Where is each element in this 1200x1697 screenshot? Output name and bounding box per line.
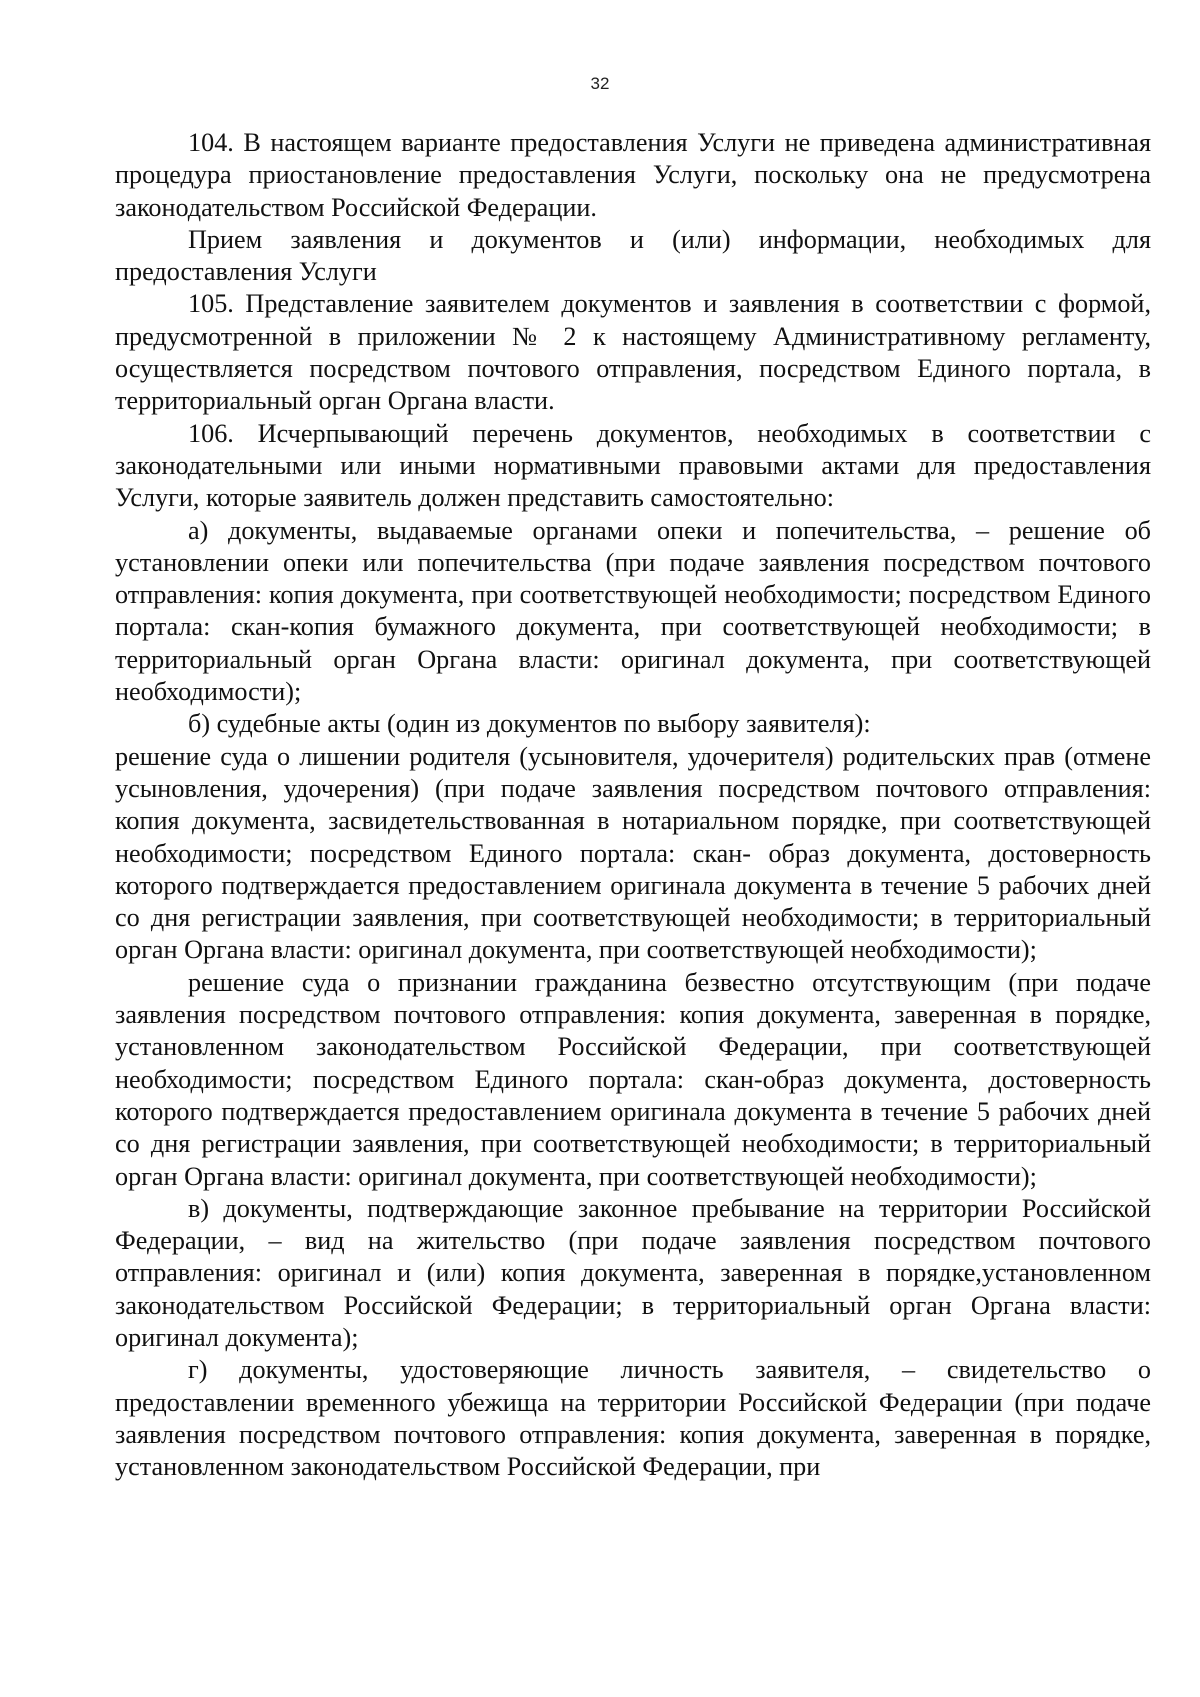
paragraph-105: 105. Представление заявителем документов и заявления в соответствии с формой, предусмотренной в приложении № 2 к настоящему Административному регламенту, осуществляется посредством почтового отправления, посредством Единого портала, в территориальный орган Органа власти. bbox=[115, 289, 1151, 416]
list-item-a: а) документы, выдаваемые органами опеки и попечительства, – решение об установлении опеки или попечительства (при подаче заявления посредством почтового отправления: копия документа, при соответствующей необходимости; посредством Единого портала: скан-копия бумажного документа, при соответствующей необходимости; в территориальный орган Органа власти: оригинал документа, при соответствующей необходимости); bbox=[115, 515, 1151, 707]
list-item-g: г) документы, удостоверяющие личность заявителя, – свидетельство о предоставлении временного убежища на территории Российской Федерации (при подаче заявления посредством почтового отправления: копия документа, заверенная в порядке, установленном законодательством Российской Федерации, при bbox=[115, 1355, 1151, 1482]
paragraph-106: 106. Исчерпывающий перечень документов, необходимых в соответствии с законодательными или иными нормативными правовыми актами для предоставления Услуги, которые заявитель должен представить самостоятельно: bbox=[115, 418, 1151, 513]
section-heading-intake: Прием заявления и документов и (или) информации, необходимых для предоставления Услуги bbox=[115, 224, 1151, 287]
document-body bbox=[115, 127, 1151, 1483]
court-decision-missing: решение суда о признании гражданина безвестно отсутствующим (при подаче заявления посредством почтового отправления: копия документа, заверенная в порядке, установленном законодательством Российской Федерации, при соответствующей необходимости; посредством Единого портала: скан-образ документа, достоверность которого подтверждается предоставлением оригинала документа в течение 5 рабочих дней со дня регистрации заявления, при соответствующей необходимости; в территориальный орган Органа власти: оригинал документа, при соответствующей необходимости); bbox=[115, 967, 1151, 1191]
list-item-v: в) документы, подтверждающие законное пребывание на территории Российской Федерации, – вид на жительство (при подаче заявления посредством почтового отправления: оригинал и (или) копия документа, заверенная в порядке,установленном законодательством Российской Федерации; в территориальный орган Органа власти: оригинал документа); bbox=[115, 1193, 1151, 1352]
court-decision-deprivation: решение суда о лишении родителя (усыновителя, удочерителя) родительских прав (отмене усыновления, удочерения) (при подаче заявления посредством почтового отправления: копия документа, засвидетельствованная в нотариальном порядке, при соответствующей необходимости; посредством Единого портала: скан- образ документа, достоверность которого подтверждается предоставлением оригинала документа в течение 5 рабочих дней со дня регистрации заявления, при соответствующей необходимости; в территориальный орган Органа власти: оригинал документа, при соответствующей необходимости); bbox=[115, 741, 1151, 965]
list-item-b: б) судебные акты (один из документов по выбору заявителя): bbox=[188, 709, 871, 739]
paragraph-104: 104. В настоящем варианте предоставления Услуги не приведена административная процедура приостановление предоставления Услуги, поскольку она не предусмотрена законодательством Российской Федерации. bbox=[115, 128, 1151, 222]
page-number: 32 bbox=[590, 74, 610, 93]
